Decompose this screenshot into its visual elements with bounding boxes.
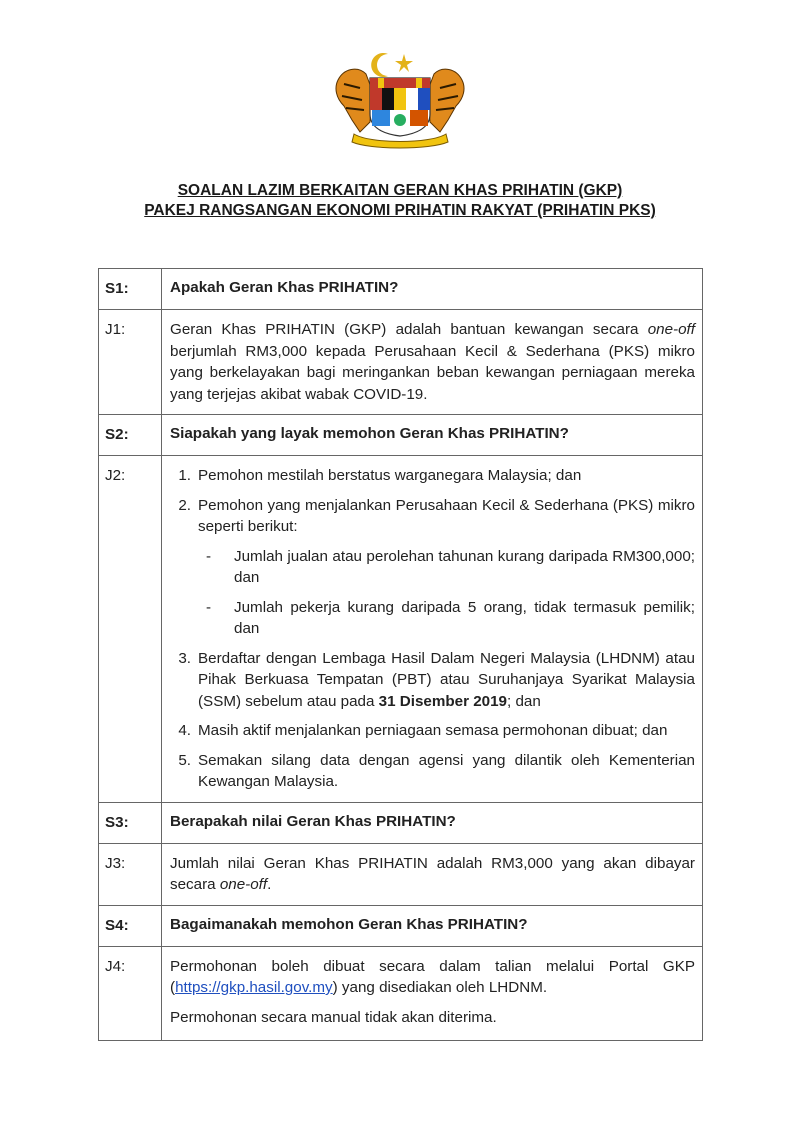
list-item-number: 5. — [178, 751, 191, 769]
answer-number: J4: — [99, 946, 162, 1041]
answer-text — [162, 946, 703, 1041]
question-text: Berapakah nilai Geran Khas PRIHATIN? — [162, 802, 703, 843]
list-item — [170, 750, 695, 793]
question-number: S4: — [99, 905, 162, 946]
sub-list-item — [206, 597, 695, 640]
list-item-text: Semakan silang data dengan agensi yang dilantik oleh Kementerian Kewangan Malaysia. — [198, 751, 695, 790]
list-item-text: Masih aktif menjalankan perniagaan semasa permohonan dibuat; dan — [198, 722, 668, 739]
malaysia-coat-of-arms-icon — [330, 50, 470, 150]
list-item — [170, 648, 695, 713]
list-item-number: 1. — [178, 467, 191, 484]
list-item-number: 4. — [178, 722, 191, 739]
faq-question-row — [99, 905, 703, 946]
answer-text-part: Jumlah nilai Geran Khas PRIHATIN adalah RM3,000 yang akan dibayar secara — [170, 854, 695, 893]
faq-answer-row — [99, 456, 703, 803]
answer-text-italic: one-off — [219, 876, 268, 893]
answer-text — [162, 310, 703, 415]
answer-text-part: ) yang disediakan oleh LHDNM. — [332, 979, 548, 996]
list-item-text — [198, 648, 695, 713]
faq-answer-row — [99, 946, 703, 1041]
answer-text-part: Geran Khas PRIHATIN (GKP) adalah bantuan kewangan secara — [170, 321, 648, 338]
document-title-line-1: SOALAN LAZIM BERKAITAN GERAN KHAS PRIHATIN (GKP) — [177, 182, 623, 199]
answer-text-part: Permohonan secara manual tidak akan diterima. — [170, 1008, 497, 1026]
answer-text-italic: one-off — [647, 321, 695, 338]
sub-list-bullet: - — [206, 598, 212, 616]
question-text: Siapakah yang layak memohon Geran Khas PRIHATIN? — [162, 415, 703, 456]
answer-number: J2: — [99, 456, 162, 803]
faq-table — [98, 268, 703, 1041]
list-item — [170, 495, 695, 640]
list-item-text-part: ; dan — [507, 692, 541, 710]
list-item-number: 2. — [178, 496, 191, 514]
question-number: S3: — [99, 802, 162, 843]
list-item-text: Pemohon yang menjalankan Perusahaan Kecil & Sederhana (PKS) mikro seperti berikut: — [198, 496, 695, 535]
answer-text — [162, 843, 703, 905]
faq-question-row — [99, 269, 703, 310]
answer-text-part: . — [267, 876, 272, 893]
list-item — [170, 465, 695, 487]
question-number: S2: — [99, 415, 162, 456]
sub-list-text: Jumlah jualan atau perolehan tahunan kurang daripada RM300,000; dan — [234, 547, 695, 586]
answer-list — [162, 456, 703, 803]
gkp-portal-link[interactable]: https://gkp.hasil.gov.my — [175, 979, 333, 996]
faq-question-row — [99, 415, 703, 456]
faq-answer-row — [99, 843, 703, 905]
answer-text-part: berjumlah RM3,000 kepada Perusahaan Kecil & Sederhana (PKS) mikro yang berkelayakan bagi meringankan beban kewangan perniagaan mereka yang terjejas akibat wabak COVID-19. — [170, 342, 695, 403]
document-titles — [0, 181, 800, 221]
sub-list-bullet: - — [206, 547, 212, 565]
list-item-text-bold: 31 Disember 2019 — [378, 692, 507, 710]
list-item — [170, 720, 695, 742]
question-text: Apakah Geran Khas PRIHATIN? — [162, 269, 703, 310]
faq-question-row — [99, 802, 703, 843]
question-number: S1: — [99, 269, 162, 310]
list-item-text: Pemohon mestilah berstatus warganegara Malaysia; dan — [198, 467, 582, 484]
sub-list-text: Jumlah pekerja kurang daripada 5 orang, tidak termasuk pemilik; dan — [234, 598, 695, 637]
faq-answer-row — [99, 310, 703, 415]
answer-text-part: Permohonan boleh dibuat secara dalam talian melalui Portal GKP ( — [170, 957, 695, 996]
answer-number: J3: — [99, 843, 162, 905]
list-item-number: 3. — [178, 649, 191, 667]
answer-number: J1: — [99, 310, 162, 415]
sub-list-item — [206, 546, 695, 589]
document-title-line-2: PAKEJ RANGSANGAN EKONOMI PRIHATIN RAKYAT (PRIHATIN PKS) — [144, 202, 656, 219]
question-text: Bagaimanakah memohon Geran Khas PRIHATIN? — [162, 905, 703, 946]
list-item-text-part: Berdaftar dengan Lembaga Hasil Dalam Negeri Malaysia (LHDNM) atau Pihak Berkuasa Tempatan (PBT) atau Suruhanjaya Syarikat Malaysia (SSM) sebelum atau pada — [198, 649, 695, 710]
